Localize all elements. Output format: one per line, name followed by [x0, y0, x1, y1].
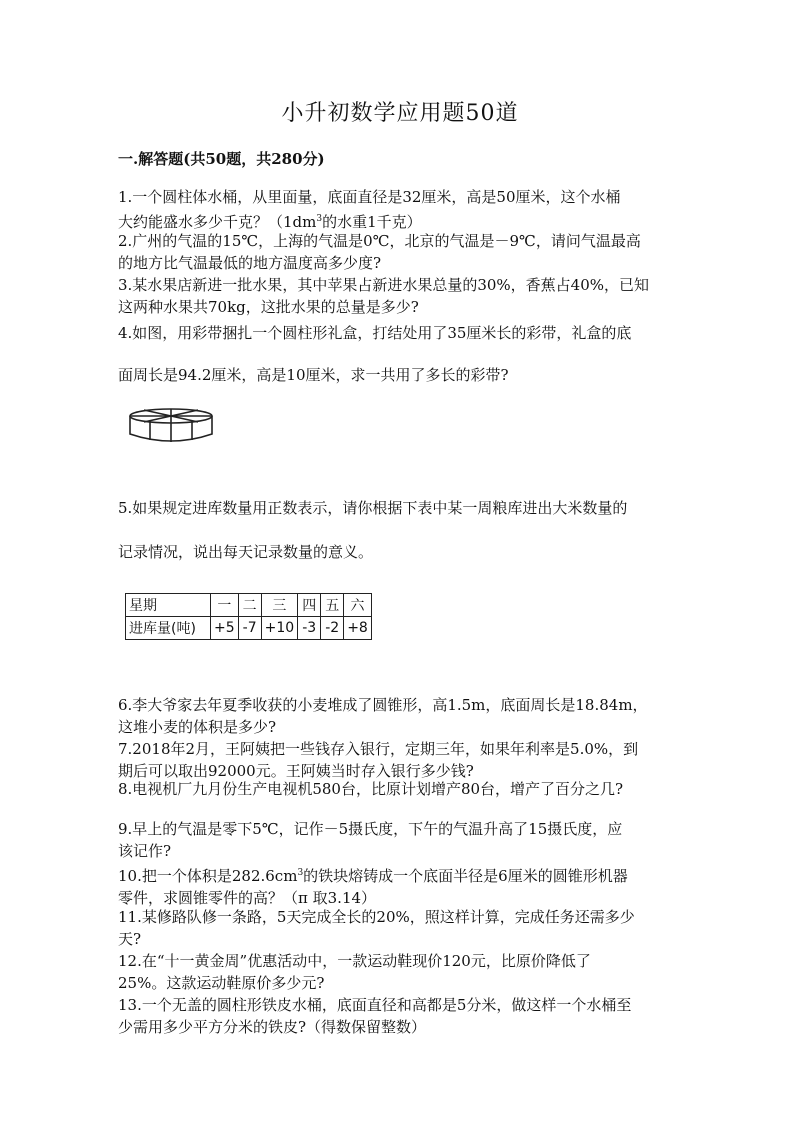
question-line: 7.2018年2月，王阿姨把一些钱存入银行，定期三年，如果年利率是5.0%，到	[118, 740, 639, 758]
table-row	[126, 617, 372, 640]
question-line: 1.一个圆柱体水桶，从里面量，底面直径是32厘米，高是50厘米，这个水桶	[118, 188, 621, 206]
table-header-cell: 星期	[126, 594, 211, 617]
question-6	[118, 694, 690, 738]
page-title: 小升初数学应用题50道	[281, 101, 519, 126]
question-1	[118, 186, 690, 233]
question-12	[118, 950, 690, 994]
question-line: 8.电视机厂九月份生产电视机580台，比原计划增产80台，增产了百分之几?	[118, 780, 624, 798]
question-line: 25%。这款运动鞋原价多少元?	[118, 974, 325, 992]
question-line: 天?	[118, 930, 142, 948]
question-line: 6.李大爷家去年夏季收获的小麦堆成了圆锥形，高1.5m，底面周长是18.84m，	[118, 696, 648, 714]
question-11	[118, 906, 690, 950]
question-10	[118, 862, 690, 909]
question-line: 零件，求圆锥零件的高？（π 取3.14）	[118, 889, 377, 907]
question-line: 面周长是94.2厘米，高是10厘米，求一共用了多长的彩带?	[118, 366, 509, 384]
question-4	[118, 312, 690, 396]
question-line: 的地方比气温最低的地方温度高多少度?	[118, 254, 382, 272]
table-cell: 三	[261, 594, 298, 617]
table-cell: -7	[238, 617, 261, 640]
question-2	[118, 230, 690, 274]
table-row	[126, 594, 372, 617]
question-9	[118, 818, 690, 862]
question-line: 这两种水果共70kg，这批水果的总量是多少?	[118, 298, 419, 316]
question-line	[118, 862, 690, 887]
question-line: 11.某修路队修一条路，5天完成全长的20%，照这样计算，完成任务还需多少	[118, 908, 635, 926]
table-cell: 二	[238, 594, 261, 617]
question-line: 该记作?	[118, 842, 172, 860]
table-cell: +5	[211, 617, 239, 640]
question-text: 的水重1千克）	[322, 213, 422, 231]
question-line: 5.如果规定进库数量用正数表示，请你根据下表中某一周粮库进出大米数量的	[118, 499, 628, 517]
question-line: 2.广州的气温的15℃，上海的气温是0℃，北京的气温是－9℃，请问气温最高	[118, 232, 641, 250]
grain-record-table	[125, 593, 372, 640]
gift-box-figure	[126, 404, 218, 448]
table-cell: 五	[321, 594, 344, 617]
table-cell: 一	[211, 594, 239, 617]
question-line: 9.早上的气温是零下5℃，记作－5摄氏度，下午的气温升高了15摄氏度，应	[118, 820, 623, 838]
table-cell: 六	[344, 594, 372, 617]
question-13	[118, 994, 690, 1038]
table-cell: +10	[261, 617, 298, 640]
table-cell: 四	[298, 594, 321, 617]
question-text: 大约能盛水多少千克？（1dm	[118, 213, 317, 231]
question-line: 记录情况，说出每天记录数量的意义。	[118, 543, 374, 561]
table-cell: -3	[298, 617, 321, 640]
table-cell: -2	[321, 617, 344, 640]
question-8	[118, 778, 690, 800]
question-line: 期后可以取出92000元。王阿姨当时存入银行多少钱?	[118, 762, 474, 780]
question-5	[118, 486, 690, 574]
question-text: 的铁块熔铸成一个底面半径是6厘米的圆锥形机器	[303, 867, 628, 885]
question-line: 少需用多少平方分米的铁皮?（得数保留整数）	[118, 1018, 427, 1036]
table-header-cell: 进库量(吨)	[126, 617, 211, 640]
question-line: 这堆小麦的体积是多少?	[118, 718, 277, 736]
question-line: 3.某水果店新进一批水果，其中苹果占新进水果总量的30%，香蕉占40%，已知	[118, 276, 649, 294]
question-line: 12.在“十一黄金周”优惠活动中，一款运动鞋现价120元，比原价降低了	[118, 952, 591, 970]
question-text: 10.把一个体积是282.6cm	[118, 867, 298, 885]
question-7	[118, 738, 690, 782]
table-cell: +8	[344, 617, 372, 640]
superscript: 3	[297, 868, 304, 878]
question-line: 13.一个无盖的圆柱形铁皮水桶，底面直径和高都是5分米，做这样一个水桶至	[118, 996, 632, 1014]
superscript: 3	[316, 214, 323, 224]
section-heading: 一.解答题(共50题，共280分)	[118, 150, 325, 168]
question-line: 4.如图，用彩带捆扎一个圆柱形礼盒，打结处用了35厘米长的彩带，礼盒的底	[118, 324, 632, 342]
